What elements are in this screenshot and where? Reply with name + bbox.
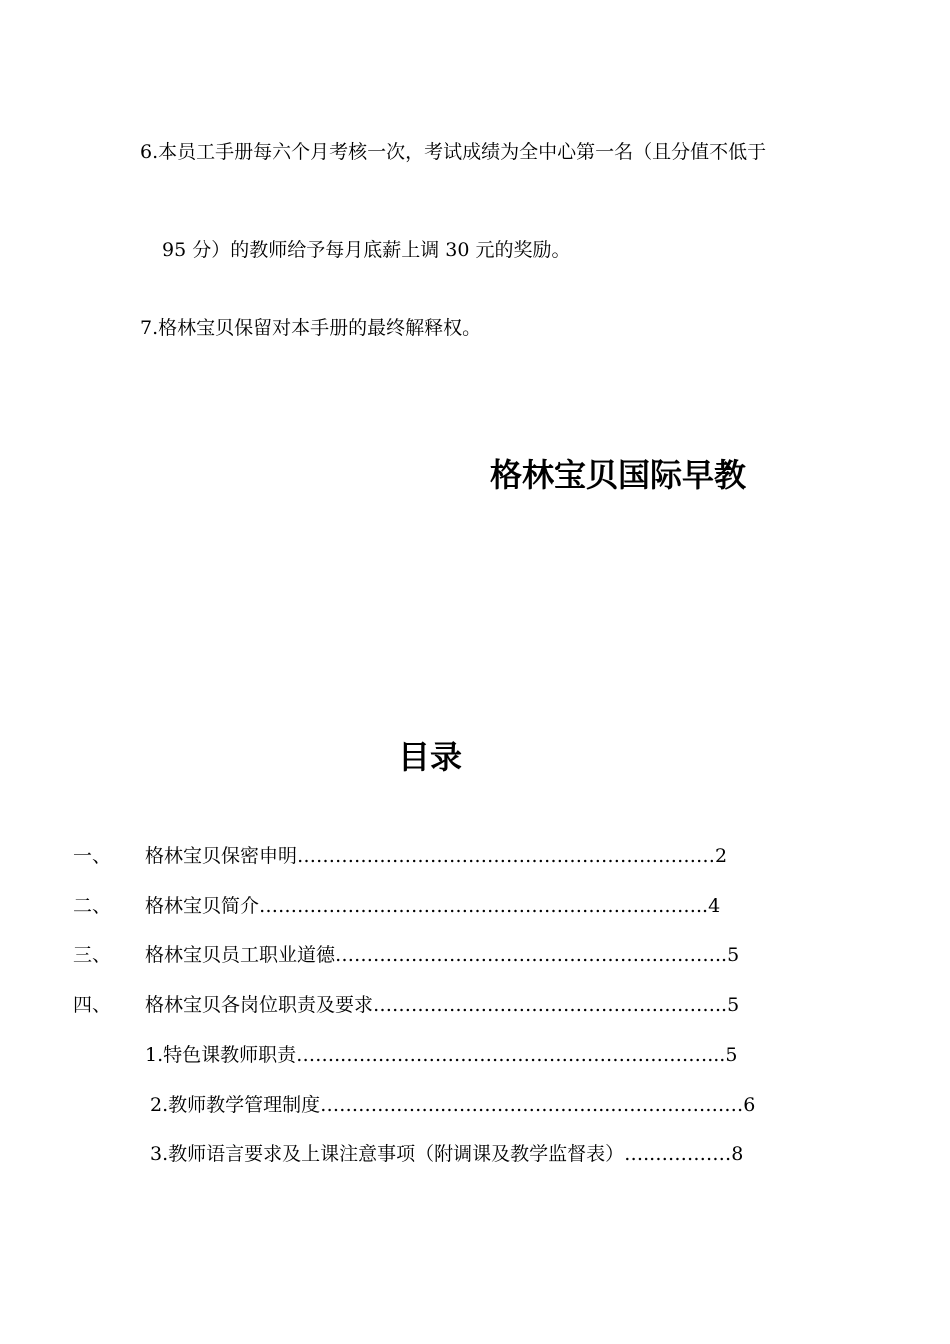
toc-title: 目录 xyxy=(398,738,463,776)
toc-item-number: 一、 xyxy=(73,845,112,867)
toc-item-text: 1.特色课教师职责……..…………………………………………………...5 xyxy=(145,1044,738,1066)
toc-item-text: 2.教师教学管理制度………………..……………………..…………………6 xyxy=(150,1094,756,1116)
company-title: 格林宝贝国际早教 xyxy=(490,456,747,494)
toc-item-text: 格林宝贝员工职业道德……………………………………………………..5 xyxy=(145,944,740,966)
paragraph-6-line-2: 95 分）的教师给予每月底薪上调 30 元的奖励。 xyxy=(162,239,571,261)
toc-item-number: 三、 xyxy=(73,944,112,966)
toc-item-text: 格林宝贝保密申明…………………………………………………………2 xyxy=(145,845,728,867)
toc-item-number: 二、 xyxy=(73,895,112,917)
paragraph-6-line-1: 6.本员工手册每六个月考核一次，考试成绩为全中心第一名（且分值不低于 xyxy=(140,141,767,163)
toc-item-text: 3.教师语言要求及上课注意事项（附调课及教学监督表）…..…………8 xyxy=(150,1143,744,1165)
toc-item-text: 格林宝贝简介……………………………………………………………..4 xyxy=(145,895,721,917)
toc-item-text: 格林宝贝各岗位职责及要求………………………………………………..5 xyxy=(145,994,740,1016)
paragraph-7: 7.格林宝贝保留对本手册的最终解释权。 xyxy=(140,317,482,339)
toc-item-number: 四、 xyxy=(73,994,112,1016)
